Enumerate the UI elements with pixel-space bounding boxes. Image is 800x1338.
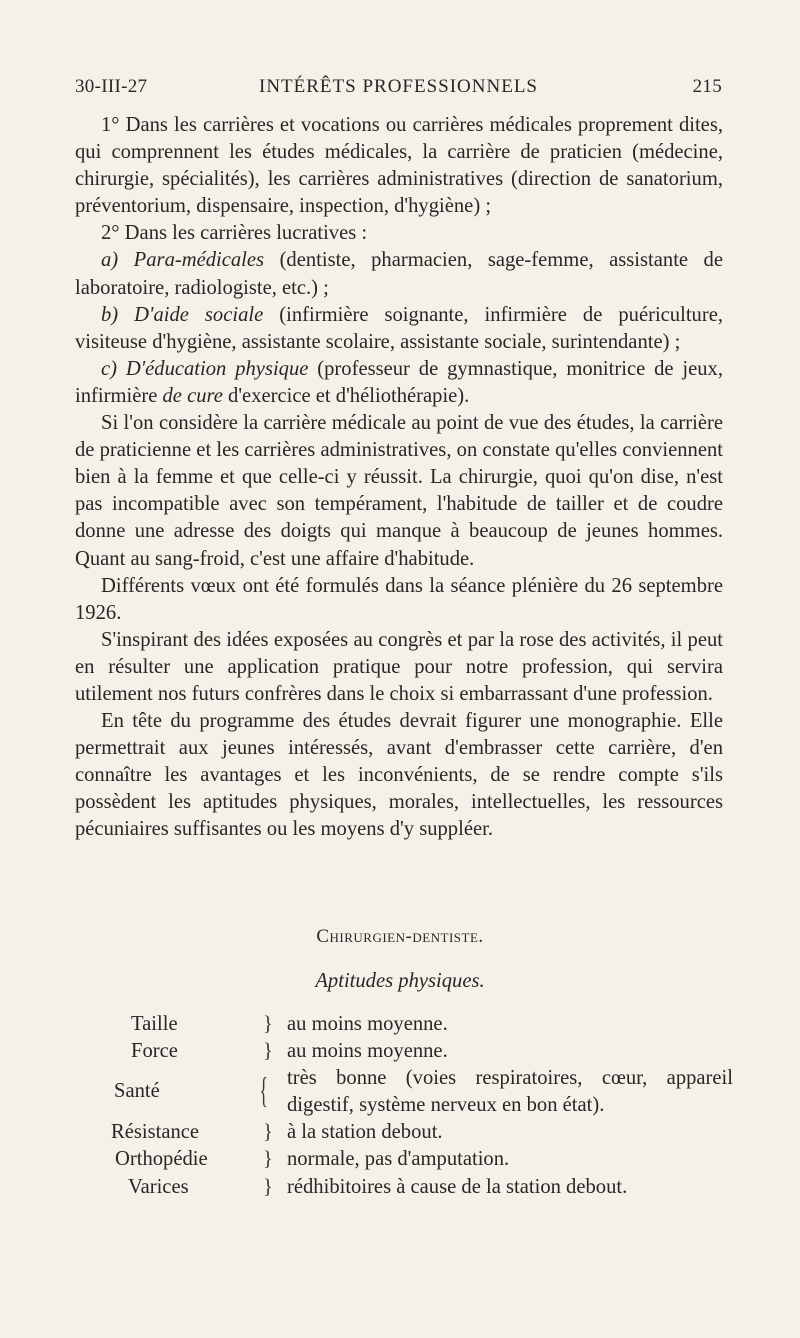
- list-item-title: D'éducation physique: [125, 357, 309, 380]
- aptitude-row: [75, 1119, 735, 1146]
- brace-glyph: }: [263, 1175, 273, 1198]
- body-text: [75, 112, 723, 844]
- list-marker: a): [101, 249, 119, 272]
- aptitude-label: Taille: [131, 1013, 178, 1035]
- list-item: [75, 302, 723, 356]
- header-date: 30-III-27: [75, 76, 148, 97]
- paragraph: Si l'on considère la carrière médicale au point de vue des études, la carrière de praticienne et les carrières administratives, on constate qu'elles conviennent bien à la femme et que celle-ci y réussit. La chirurgie, quoi qu'on dise, n'est pas incompatible avec son tempérament, l'habitude de tailler et de coudre donne une adresse des doigts qui manque à beaucoup de jeunes hommes. Quant au sang-froid, c'est une affaire d'habitude.: [75, 412, 723, 570]
- paragraph: Différents vœux ont été formulés dans la séance plénière du 26 septembre 1926.: [75, 574, 723, 624]
- brace-glyph: }: [263, 1040, 273, 1063]
- list-item-title: Para-médicales: [133, 249, 265, 272]
- header-title: INTÉRÊTS PROFESSIONNELS: [259, 76, 538, 97]
- aptitude-value: normale, pas d'amputation.: [287, 1148, 510, 1171]
- list-item-text: (professeur de gymnastique, monitrice de jeux, infirmière: [75, 357, 723, 407]
- aptitude-row: [75, 1038, 735, 1065]
- list-item-title: D'aide sociale: [134, 303, 264, 326]
- list-item-italic: de cure: [162, 384, 223, 407]
- aptitude-row: [75, 1011, 735, 1038]
- aptitude-label: Orthopédie: [115, 1148, 208, 1171]
- aptitude-label: Résistance: [111, 1121, 200, 1144]
- paragraph: 2° Dans les carrières lucratives :: [101, 222, 368, 245]
- aptitude-row: [75, 1146, 735, 1173]
- aptitude-label: Varices: [128, 1175, 189, 1198]
- aptitude-row: [75, 1065, 735, 1119]
- list-marker: c): [101, 357, 117, 380]
- brace-glyph: {: [259, 1070, 268, 1111]
- aptitudes-list: [75, 1011, 735, 1201]
- page-number: 215: [692, 76, 722, 97]
- list-marker: b): [101, 303, 119, 326]
- section-title: Chirurgien-dentiste.: [316, 926, 484, 947]
- aptitude-value: rédhibitoires à cause de la station debout.: [287, 1175, 628, 1198]
- aptitude-row: [75, 1174, 735, 1201]
- aptitude-label: Santé: [114, 1080, 160, 1103]
- aptitude-value: à la station debout.: [287, 1121, 443, 1144]
- paragraph: S'inspirant des idées exposées au congrès et par la rose des activités, il peut en résulter une application pratique pour notre profession, qui servira utilement nos futurs confrères dans le choix si embarrassant d'une profession.: [75, 628, 723, 705]
- brace-glyph: }: [263, 1148, 273, 1171]
- aptitude-value: au moins moyenne.: [287, 1040, 448, 1063]
- aptitude-value: très bonne (voies respiratoires, cœur, appareil digestif, système nerveux en bon état).: [287, 1067, 733, 1117]
- running-header: [75, 76, 722, 104]
- list-item-text-end: d'exercice et d'héliothérapie).: [222, 384, 470, 407]
- brace-glyph: }: [263, 1121, 273, 1144]
- aptitude-value: au moins moyenne.: [287, 1013, 448, 1035]
- paragraph: En tête du programme des études devrait figurer une monographie. Elle permettrait aux jeunes intéressés, avant d'embrasser cette carrière, d'en connaître les avantages et les inconvénients, de se rendre compte s'ils possèdent les aptitudes physiques, morales, intellectuelles, les ressources pécuniaires suffisantes ou les moyens d'y suppléer.: [75, 710, 723, 841]
- subsection-title: Aptitudes physiques.: [315, 970, 485, 992]
- list-item: [75, 247, 723, 301]
- list-item: [75, 356, 723, 410]
- list-item-text: (infirmière soignante, infirmière de puériculture, visiteuse d'hygiène, assistante scolaire, assistante sociale, surintendante) ;: [75, 303, 723, 353]
- brace-glyph: }: [263, 1013, 273, 1035]
- aptitude-label: Force: [131, 1040, 178, 1063]
- paragraph: 1° Dans les carrières et vocations ou carrières médicales proprement dites, qui comprennent les études médicales, la carrière de praticien (médecine, chirurgie, spécialités), les carrières administratives (direction de sanatorium, préventorium, dispensaire, inspection, d'hygiène) ;: [75, 114, 723, 218]
- list-item-text: (dentiste, pharmacien, sage-femme, assistante de laboratoire, radiologiste, etc.) ;: [75, 249, 723, 299]
